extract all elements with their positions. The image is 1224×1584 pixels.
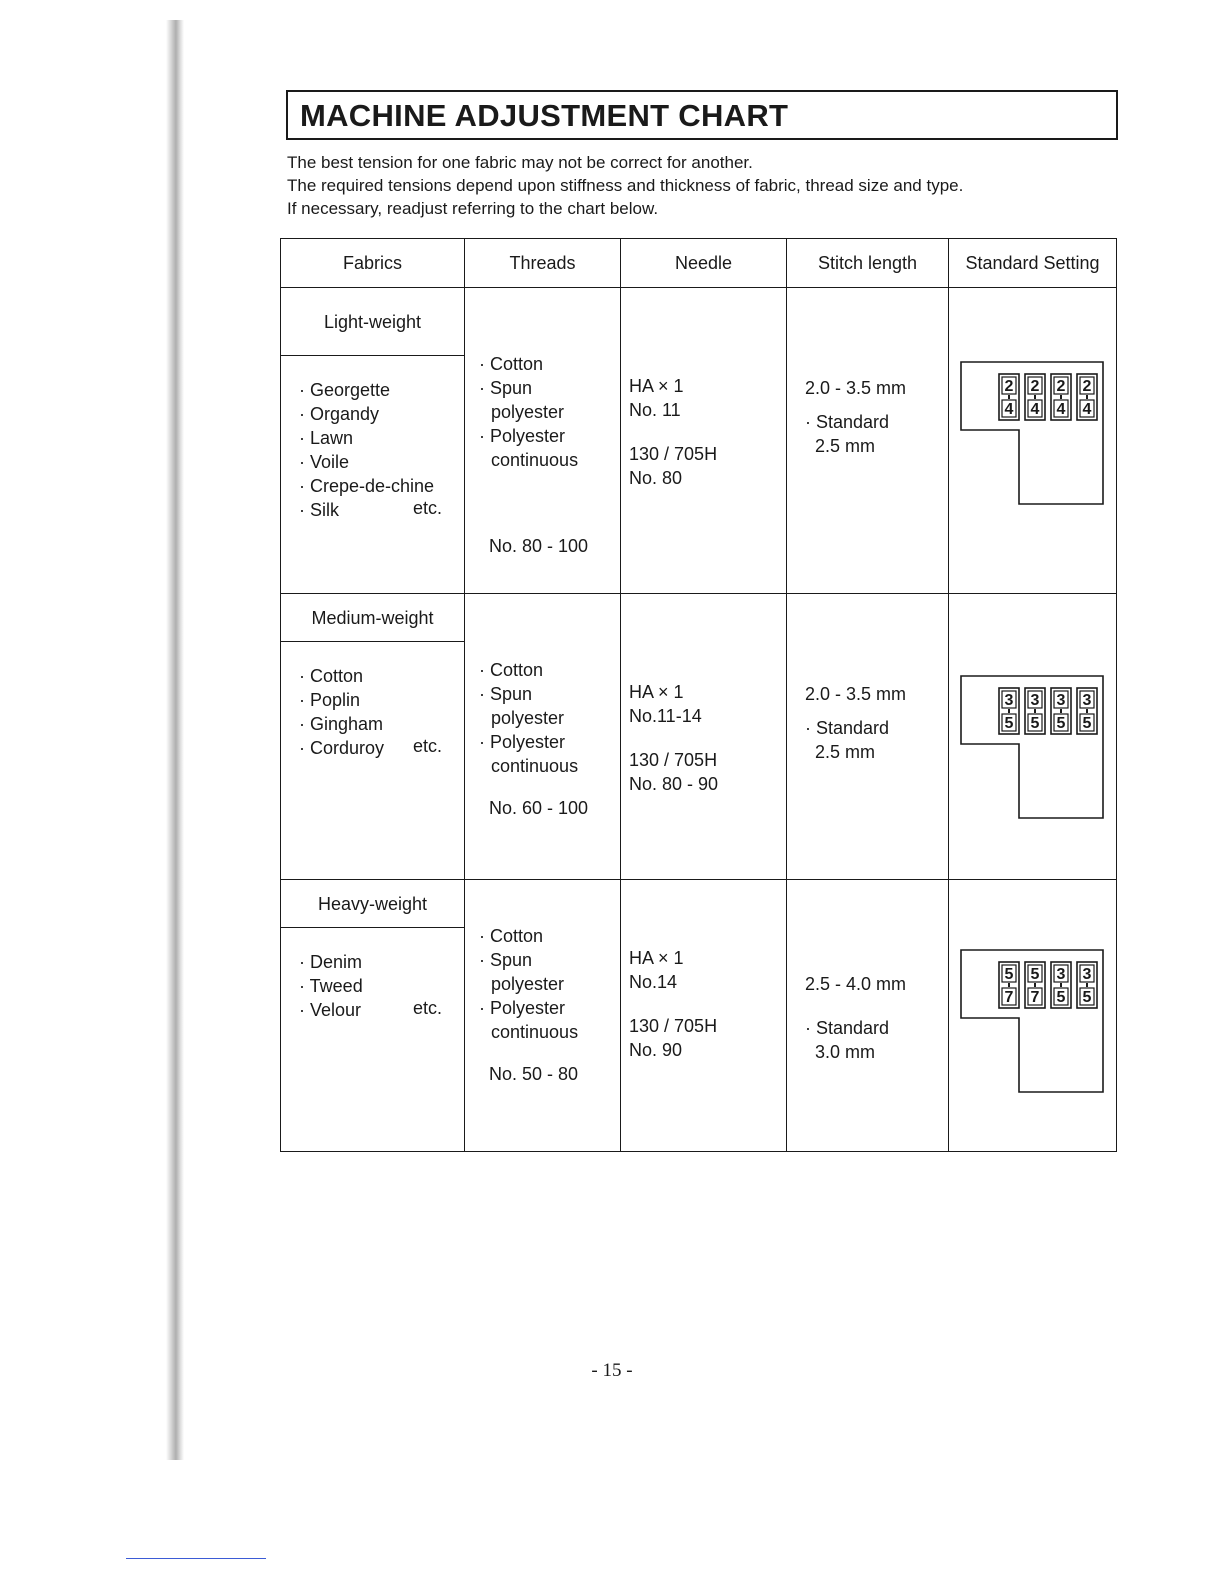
dial-top-value: 5 xyxy=(1030,966,1039,983)
dial-bottom-value: 4 xyxy=(1082,401,1091,418)
table-row xyxy=(281,288,1117,594)
needle-type: 130 / 705H xyxy=(629,1016,718,1036)
category-label: Medium-weight xyxy=(281,594,464,642)
page-number: - 15 - xyxy=(591,1360,633,1381)
thread-list xyxy=(465,658,620,778)
etc-label: etc. xyxy=(412,998,442,1018)
thread-list xyxy=(465,924,620,1044)
intro-line: If necessary, readjust referring to the chart below. xyxy=(287,199,659,218)
needle-type: 130 / 705H xyxy=(629,750,718,770)
needle-size: No.14 xyxy=(629,972,678,992)
stitch-cell xyxy=(787,288,949,594)
header-threads: Threads xyxy=(465,239,621,288)
list-item: · Cotton xyxy=(299,666,364,686)
dial-top-value: 2 xyxy=(1004,378,1013,395)
fabrics-cell xyxy=(281,880,465,1152)
dial-bottom-value: 5 xyxy=(1056,989,1065,1006)
dial-top-value: 2 xyxy=(1030,378,1039,395)
needle-size: No. 90 xyxy=(629,1040,683,1060)
threads-cell xyxy=(465,288,621,594)
dial-top-value: 3 xyxy=(1004,692,1013,709)
dial-bottom-value: 4 xyxy=(1004,401,1013,418)
intro-line: The best tension for one fabric may not be correct for another. xyxy=(287,153,753,172)
fabrics-cell xyxy=(281,594,465,880)
stitch-standard-label: · Standard xyxy=(805,412,890,432)
stitch-range: 2.0 - 3.5 mm xyxy=(805,684,907,704)
list-item: · Polyester xyxy=(479,426,566,446)
dial-top-value: 3 xyxy=(1056,966,1065,983)
list-item: · Tweed xyxy=(299,976,363,996)
list-item: · Velour xyxy=(299,1000,362,1020)
tension-dial-diagram xyxy=(953,358,1113,518)
footer-rule xyxy=(126,1558,266,1559)
stitch-cell xyxy=(787,880,949,1152)
dial-top-value: 2 xyxy=(1082,378,1091,395)
tension-dial-diagram xyxy=(953,946,1113,1106)
list-item: · Cotton xyxy=(479,354,544,374)
fabrics-cell xyxy=(281,288,465,594)
title-box xyxy=(286,90,1118,140)
list-item: continuous xyxy=(491,1022,579,1042)
needle-size: No. 80 - 90 xyxy=(629,774,719,794)
dial-top-value: 3 xyxy=(1082,692,1091,709)
dial-top-value: 5 xyxy=(1004,966,1013,983)
standard-setting-cell xyxy=(949,288,1117,594)
header-stitch-length: Stitch length xyxy=(787,239,949,288)
needle-type: HA × 1 xyxy=(629,376,684,396)
table-row xyxy=(281,880,1117,1152)
needle-size: No.11-14 xyxy=(629,706,702,726)
list-item: · Georgette xyxy=(299,380,391,400)
header-standard-setting: Standard Setting xyxy=(949,239,1117,288)
needle-type: HA × 1 xyxy=(629,948,684,968)
adjustment-table xyxy=(280,238,1117,1152)
dial-top-value: 2 xyxy=(1056,378,1065,395)
list-item: · Polyester xyxy=(479,732,566,752)
stitch-range: 2.0 - 3.5 mm xyxy=(805,378,907,398)
page-title: MACHINE ADJUSTMENT CHART xyxy=(300,98,789,133)
list-item: · Silk xyxy=(299,500,339,520)
needle-cell xyxy=(621,288,787,594)
list-item: · Cotton xyxy=(479,926,544,946)
threads-cell xyxy=(465,880,621,1152)
needle-type: 130 / 705H xyxy=(629,444,718,464)
list-item: · Organdy xyxy=(299,404,380,424)
stitch-standard-value: 2.5 mm xyxy=(815,436,876,456)
list-item: · Corduroy xyxy=(299,738,385,758)
dial-top-value: 3 xyxy=(1056,692,1065,709)
stitch-standard-label: · Standard xyxy=(805,718,890,738)
dial-bottom-value: 5 xyxy=(1056,715,1065,732)
header-fabrics: Fabrics xyxy=(281,239,465,288)
thread-list xyxy=(465,352,620,472)
list-item: · Lawn xyxy=(299,428,354,448)
needle-type: HA × 1 xyxy=(629,682,684,702)
list-item: · Spun xyxy=(479,684,533,704)
header-needle: Needle xyxy=(621,239,787,288)
needle-cell xyxy=(621,880,787,1152)
category-label: Heavy-weight xyxy=(281,880,464,928)
dial-bottom-value: 5 xyxy=(1082,715,1091,732)
stitch-standard-value: 2.5 mm xyxy=(815,742,876,762)
dial-top-value: 3 xyxy=(1030,692,1039,709)
stitch-range: 2.5 - 4.0 mm xyxy=(805,974,907,994)
standard-setting-cell xyxy=(949,594,1117,880)
list-item: polyester xyxy=(491,974,565,994)
binding-shadow xyxy=(166,20,184,1460)
list-item: continuous xyxy=(491,450,579,470)
needle-cell xyxy=(621,594,787,880)
list-item: · Crepe-de-chine xyxy=(299,476,435,496)
dial-bottom-value: 5 xyxy=(1030,715,1039,732)
header-row xyxy=(281,239,1117,288)
table-row xyxy=(281,594,1117,880)
list-item: continuous xyxy=(491,756,579,776)
list-item: · Poplin xyxy=(299,690,361,710)
stitch-cell xyxy=(787,594,949,880)
stitch-standard-label: · Standard xyxy=(805,1018,890,1038)
tension-dial-diagram xyxy=(953,672,1113,832)
intro-text xyxy=(287,151,1087,220)
stitch-standard-value: 3.0 mm xyxy=(815,1042,876,1062)
dial-bottom-value: 4 xyxy=(1056,401,1065,418)
dial-bottom-value: 7 xyxy=(1030,989,1039,1006)
dial-bottom-value: 5 xyxy=(1082,989,1091,1006)
list-item: · Cotton xyxy=(479,660,544,680)
standard-setting-cell xyxy=(949,880,1117,1152)
list-item: · Spun xyxy=(479,950,533,970)
needle-size: No. 80 xyxy=(629,468,683,488)
list-item: · Polyester xyxy=(479,998,566,1018)
needle-size: No. 11 xyxy=(629,400,681,420)
list-item: · Spun xyxy=(479,378,533,398)
etc-label: etc. xyxy=(412,736,442,756)
thread-size: No. 60 - 100 xyxy=(489,798,589,818)
thread-size: No. 80 - 100 xyxy=(489,536,589,556)
threads-cell xyxy=(465,594,621,880)
dial-bottom-value: 5 xyxy=(1004,715,1013,732)
dial-bottom-value: 4 xyxy=(1030,401,1039,418)
list-item: polyester xyxy=(491,708,565,728)
list-item: · Gingham xyxy=(299,714,384,734)
dial-top-value: 3 xyxy=(1082,966,1091,983)
etc-label: etc. xyxy=(412,498,442,518)
intro-line: The required tensions depend upon stiffness and thickness of fabric, thread size and type. xyxy=(287,176,964,195)
list-item: polyester xyxy=(491,402,565,422)
thread-size: No. 50 - 80 xyxy=(489,1064,579,1084)
dial-bottom-value: 7 xyxy=(1004,989,1013,1006)
list-item: · Voile xyxy=(299,452,350,472)
category-label: Light-weight xyxy=(281,288,464,356)
list-item: · Denim xyxy=(299,952,363,972)
